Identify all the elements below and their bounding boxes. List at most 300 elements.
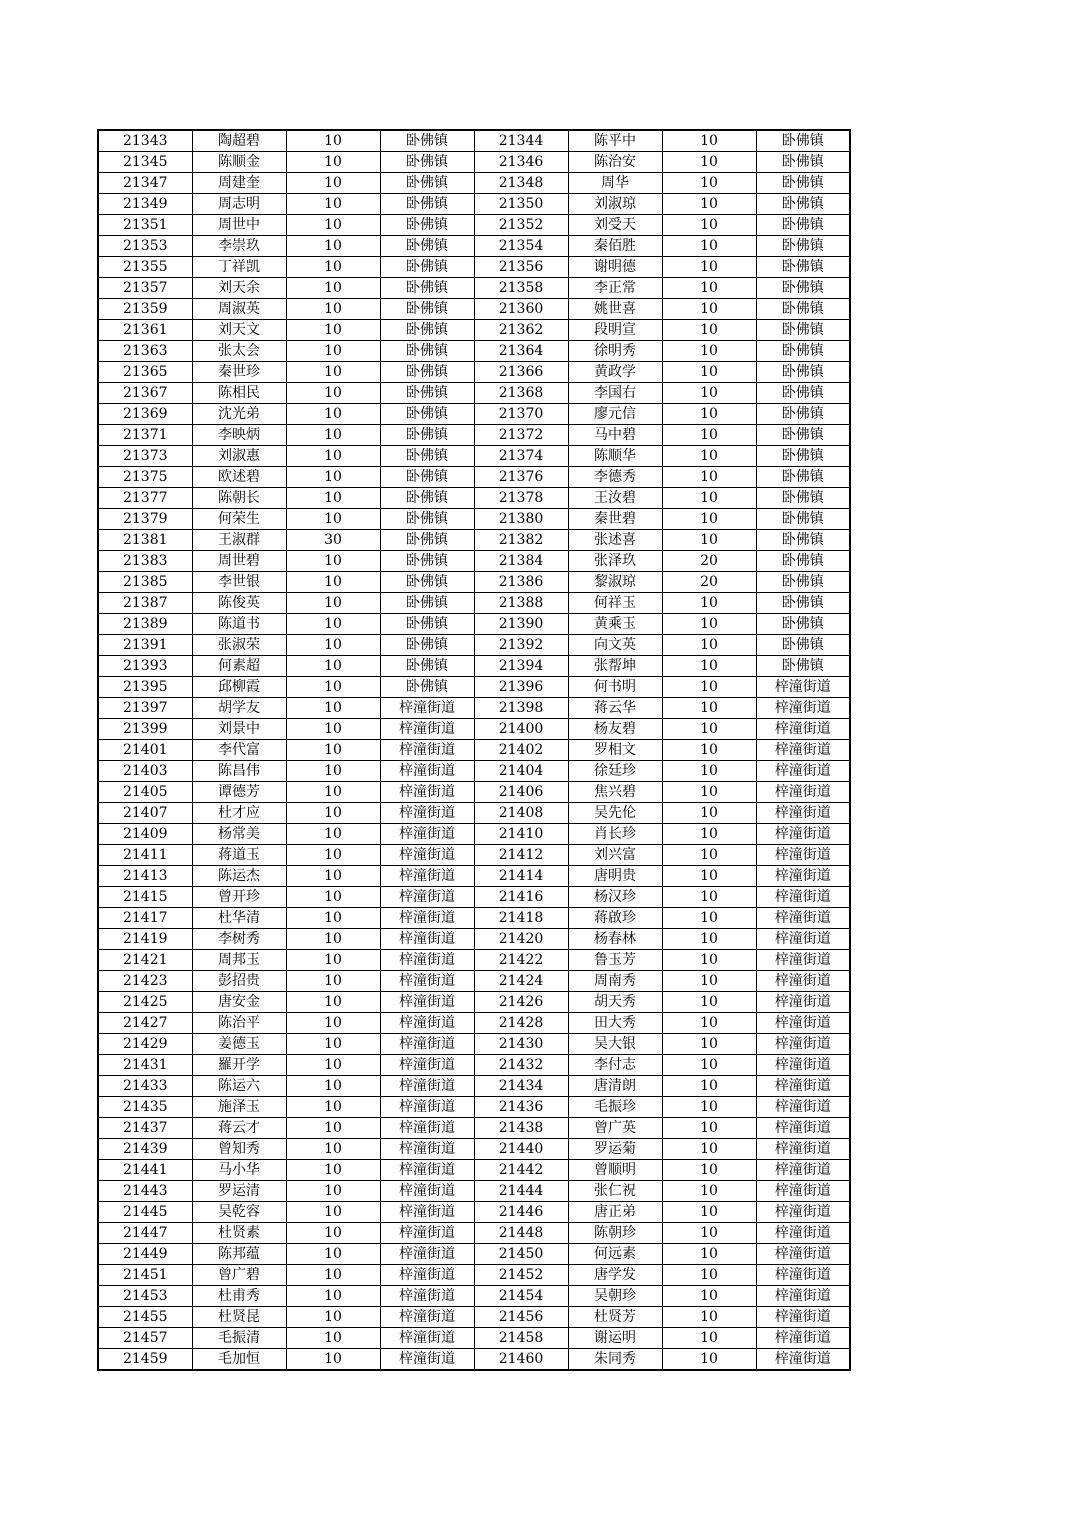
name-cell: 陈顺金 [192,152,286,173]
id-cell: 21457 [98,1328,192,1349]
name-cell: 张淑荣 [192,635,286,656]
name-cell: 沈光弟 [192,404,286,425]
name-cell: 杜甫秀 [192,1286,286,1307]
amount-cell: 10 [286,173,380,194]
amount-cell: 10 [662,362,756,383]
amount-cell: 10 [662,1223,756,1244]
amount-cell: 10 [662,278,756,299]
amount-cell: 10 [286,1034,380,1055]
township-cell: 卧佛镇 [380,236,474,257]
amount-cell: 10 [286,383,380,404]
id-cell: 21361 [98,320,192,341]
amount-cell: 10 [286,1055,380,1076]
township-cell: 卧佛镇 [380,593,474,614]
name-cell: 施泽玉 [192,1097,286,1118]
amount-cell: 10 [286,1349,380,1371]
name-cell: 秦世珍 [192,362,286,383]
name-cell: 陶超碧 [192,130,286,152]
township-cell: 梓潼街道 [380,950,474,971]
amount-cell: 10 [286,215,380,236]
id-cell: 21372 [474,425,568,446]
name-cell: 唐正弟 [568,1202,662,1223]
id-cell: 21431 [98,1055,192,1076]
amount-cell: 10 [662,194,756,215]
id-cell: 21438 [474,1118,568,1139]
township-cell: 梓潼街道 [380,845,474,866]
id-cell: 21415 [98,887,192,908]
amount-cell: 10 [662,761,756,782]
township-cell: 梓潼街道 [380,803,474,824]
amount-cell: 10 [662,908,756,929]
name-cell: 唐清朗 [568,1076,662,1097]
amount-cell: 10 [662,152,756,173]
id-cell: 21444 [474,1181,568,1202]
township-cell: 卧佛镇 [756,278,850,299]
amount-cell: 10 [662,971,756,992]
township-cell: 卧佛镇 [756,488,850,509]
amount-cell: 10 [662,614,756,635]
name-cell: 陈顺华 [568,446,662,467]
amount-cell: 10 [662,887,756,908]
township-cell: 卧佛镇 [756,446,850,467]
table-row [98,866,850,887]
township-cell: 卧佛镇 [756,362,850,383]
amount-cell: 10 [286,1265,380,1286]
name-cell: 周世中 [192,215,286,236]
name-cell: 李崇玖 [192,236,286,257]
id-cell: 21445 [98,1202,192,1223]
township-cell: 卧佛镇 [380,425,474,446]
township-cell: 梓潼街道 [756,887,850,908]
amount-cell: 10 [662,1328,756,1349]
township-cell: 梓潼街道 [756,992,850,1013]
id-cell: 21374 [474,446,568,467]
name-cell: 王淑群 [192,530,286,551]
amount-cell: 10 [662,383,756,404]
amount-cell: 10 [286,404,380,425]
name-cell: 李国右 [568,383,662,404]
id-cell: 21429 [98,1034,192,1055]
name-cell: 刘天余 [192,278,286,299]
name-cell: 张太会 [192,341,286,362]
amount-cell: 10 [662,1202,756,1223]
name-cell: 鲁玉芳 [568,950,662,971]
amount-cell: 10 [286,887,380,908]
amount-cell: 10 [662,425,756,446]
id-cell: 21460 [474,1349,568,1371]
township-cell: 卧佛镇 [756,299,850,320]
id-cell: 21354 [474,236,568,257]
name-cell: 曾顺明 [568,1160,662,1181]
township-cell: 梓潼街道 [756,1013,850,1034]
name-cell: 欧述碧 [192,467,286,488]
id-cell: 21434 [474,1076,568,1097]
township-cell: 梓潼街道 [756,1097,850,1118]
id-cell: 21364 [474,341,568,362]
township-cell: 梓潼街道 [756,1160,850,1181]
id-cell: 21447 [98,1223,192,1244]
name-cell: 陈平中 [568,130,662,152]
township-cell: 梓潼街道 [756,845,850,866]
table-row [98,845,850,866]
id-cell: 21412 [474,845,568,866]
table-row [98,719,850,740]
table-row [98,1034,850,1055]
name-cell: 朱同秀 [568,1349,662,1371]
id-cell: 21452 [474,1265,568,1286]
id-cell: 21352 [474,215,568,236]
name-cell: 秦世碧 [568,509,662,530]
name-cell: 何素超 [192,656,286,677]
id-cell: 21382 [474,530,568,551]
id-cell: 21386 [474,572,568,593]
name-cell: 唐安金 [192,992,286,1013]
id-cell: 21454 [474,1286,568,1307]
table-row [98,1349,850,1371]
id-cell: 21420 [474,929,568,950]
table-row [98,215,850,236]
amount-cell: 10 [286,509,380,530]
name-cell: 蒋云华 [568,698,662,719]
township-cell: 梓潼街道 [380,1118,474,1139]
id-cell: 21363 [98,341,192,362]
name-cell: 羅开学 [192,1055,286,1076]
id-cell: 21458 [474,1328,568,1349]
table-row [98,1286,850,1307]
amount-cell: 10 [286,257,380,278]
id-cell: 21355 [98,257,192,278]
table-row [98,278,850,299]
id-cell: 21371 [98,425,192,446]
township-cell: 梓潼街道 [756,950,850,971]
township-cell: 卧佛镇 [380,341,474,362]
amount-cell: 10 [286,719,380,740]
name-cell: 张仁祝 [568,1181,662,1202]
amount-cell: 10 [662,215,756,236]
township-cell: 卧佛镇 [380,467,474,488]
township-cell: 梓潼街道 [756,1349,850,1371]
name-cell: 曾广英 [568,1118,662,1139]
township-cell: 卧佛镇 [756,425,850,446]
amount-cell: 10 [286,1097,380,1118]
table-row [98,488,850,509]
township-cell: 卧佛镇 [380,194,474,215]
amount-cell: 10 [662,677,756,698]
township-cell: 梓潼街道 [380,1076,474,1097]
name-cell: 杨汉珍 [568,887,662,908]
amount-cell: 10 [286,425,380,446]
id-cell: 21358 [474,278,568,299]
township-cell: 卧佛镇 [380,656,474,677]
township-cell: 梓潼街道 [756,1202,850,1223]
name-cell: 蒋云才 [192,1118,286,1139]
table-row [98,341,850,362]
id-cell: 21405 [98,782,192,803]
amount-cell: 10 [286,656,380,677]
township-cell: 梓潼街道 [380,1202,474,1223]
amount-cell: 10 [662,845,756,866]
name-cell: 谢明德 [568,257,662,278]
table-row [98,803,850,824]
amount-cell: 10 [286,761,380,782]
table-row [98,446,850,467]
township-cell: 卧佛镇 [380,677,474,698]
table-row [98,677,850,698]
name-cell: 周南秀 [568,971,662,992]
id-cell: 21451 [98,1265,192,1286]
id-cell: 21394 [474,656,568,677]
amount-cell: 10 [662,488,756,509]
amount-cell: 10 [286,320,380,341]
id-cell: 21367 [98,383,192,404]
id-cell: 21417 [98,908,192,929]
table-row [98,299,850,320]
township-cell: 梓潼街道 [756,824,850,845]
table-row [98,1181,850,1202]
name-cell: 周华 [568,173,662,194]
id-cell: 21435 [98,1097,192,1118]
amount-cell: 10 [662,467,756,488]
township-cell: 卧佛镇 [756,152,850,173]
id-cell: 21422 [474,950,568,971]
name-cell: 杜才应 [192,803,286,824]
table-row [98,194,850,215]
amount-cell: 10 [286,635,380,656]
id-cell: 21423 [98,971,192,992]
id-cell: 21403 [98,761,192,782]
table-row [98,404,850,425]
id-cell: 21351 [98,215,192,236]
township-cell: 梓潼街道 [756,1286,850,1307]
id-cell: 21416 [474,887,568,908]
township-cell: 梓潼街道 [756,1328,850,1349]
name-cell: 吴先伦 [568,803,662,824]
name-cell: 何书明 [568,677,662,698]
id-cell: 21459 [98,1349,192,1371]
amount-cell: 10 [286,1013,380,1034]
table-row [98,152,850,173]
id-cell: 21440 [474,1139,568,1160]
name-cell: 杜华清 [192,908,286,929]
name-cell: 胡学友 [192,698,286,719]
township-cell: 卧佛镇 [380,383,474,404]
table-row [98,467,850,488]
table-row [98,1076,850,1097]
amount-cell: 10 [662,446,756,467]
name-cell: 段明宣 [568,320,662,341]
amount-cell: 10 [662,950,756,971]
name-cell: 肖长珍 [568,824,662,845]
id-cell: 21411 [98,845,192,866]
amount-cell: 10 [662,866,756,887]
id-cell: 21388 [474,593,568,614]
name-cell: 谢运明 [568,1328,662,1349]
name-cell: 杨春林 [568,929,662,950]
table-row [98,1202,850,1223]
township-cell: 卧佛镇 [756,572,850,593]
township-cell: 卧佛镇 [380,614,474,635]
table-row [98,530,850,551]
name-cell: 罗运菊 [568,1139,662,1160]
amount-cell: 10 [286,908,380,929]
name-cell: 毛振清 [192,1328,286,1349]
name-cell: 黄政学 [568,362,662,383]
amount-cell: 10 [286,341,380,362]
id-cell: 21379 [98,509,192,530]
id-cell: 21359 [98,299,192,320]
township-cell: 梓潼街道 [756,740,850,761]
name-cell: 杨友碧 [568,719,662,740]
township-cell: 卧佛镇 [380,130,474,152]
table-row [98,1097,850,1118]
name-cell: 向文英 [568,635,662,656]
township-cell: 卧佛镇 [756,404,850,425]
id-cell: 21402 [474,740,568,761]
id-cell: 21442 [474,1160,568,1181]
name-cell: 蒋啟珍 [568,908,662,929]
id-cell: 21381 [98,530,192,551]
amount-cell: 10 [286,845,380,866]
township-cell: 卧佛镇 [380,446,474,467]
table-row [98,320,850,341]
table-row [98,257,850,278]
id-cell: 21377 [98,488,192,509]
name-cell: 李正常 [568,278,662,299]
id-cell: 21437 [98,1118,192,1139]
township-cell: 卧佛镇 [756,341,850,362]
amount-cell: 10 [286,551,380,572]
amount-cell: 10 [286,446,380,467]
table-row [98,908,850,929]
amount-cell: 10 [662,593,756,614]
amount-cell: 10 [662,1265,756,1286]
township-cell: 梓潼街道 [756,1307,850,1328]
amount-cell: 10 [286,782,380,803]
id-cell: 21428 [474,1013,568,1034]
amount-cell: 10 [662,698,756,719]
table-row [98,698,850,719]
name-cell: 彭招贵 [192,971,286,992]
amount-cell: 10 [662,530,756,551]
amount-cell: 10 [662,719,756,740]
township-cell: 卧佛镇 [380,572,474,593]
township-cell: 梓潼街道 [756,1076,850,1097]
name-cell: 罗相文 [568,740,662,761]
name-cell: 焦兴碧 [568,782,662,803]
id-cell: 21389 [98,614,192,635]
amount-cell: 10 [286,866,380,887]
id-cell: 21410 [474,824,568,845]
roster-body [98,130,850,1370]
table-row [98,929,850,950]
id-cell: 21344 [474,130,568,152]
township-cell: 卧佛镇 [380,215,474,236]
township-cell: 卧佛镇 [756,551,850,572]
township-cell: 梓潼街道 [380,1244,474,1265]
name-cell: 毛振珍 [568,1097,662,1118]
township-cell: 卧佛镇 [380,530,474,551]
township-cell: 梓潼街道 [380,782,474,803]
township-cell: 梓潼街道 [380,698,474,719]
table-row [98,656,850,677]
township-cell: 梓潼街道 [756,698,850,719]
name-cell: 李付志 [568,1055,662,1076]
table-row [98,593,850,614]
township-cell: 卧佛镇 [756,130,850,152]
name-cell: 何荣生 [192,509,286,530]
name-cell: 曾广碧 [192,1265,286,1286]
township-cell: 梓潼街道 [380,1265,474,1286]
amount-cell: 10 [662,173,756,194]
amount-cell: 10 [286,1118,380,1139]
township-cell: 梓潼街道 [756,929,850,950]
amount-cell: 10 [662,929,756,950]
township-cell: 卧佛镇 [380,362,474,383]
table-row [98,950,850,971]
id-cell: 21404 [474,761,568,782]
id-cell: 21441 [98,1160,192,1181]
township-cell: 梓潼街道 [756,1034,850,1055]
table-row [98,173,850,194]
name-cell: 姚世喜 [568,299,662,320]
id-cell: 21375 [98,467,192,488]
name-cell: 周志明 [192,194,286,215]
amount-cell: 10 [662,1034,756,1055]
township-cell: 梓潼街道 [756,1139,850,1160]
name-cell: 曾知秀 [192,1139,286,1160]
amount-cell: 10 [662,509,756,530]
table-row [98,824,850,845]
id-cell: 21385 [98,572,192,593]
township-cell: 梓潼街道 [380,824,474,845]
name-cell: 吴大银 [568,1034,662,1055]
township-cell: 梓潼街道 [380,929,474,950]
table-row [98,635,850,656]
name-cell: 李世银 [192,572,286,593]
id-cell: 21345 [98,152,192,173]
township-cell: 卧佛镇 [380,509,474,530]
name-cell: 黎淑琼 [568,572,662,593]
name-cell: 陈相民 [192,383,286,404]
amount-cell: 10 [286,740,380,761]
id-cell: 21453 [98,1286,192,1307]
amount-cell: 10 [662,1076,756,1097]
id-cell: 21378 [474,488,568,509]
township-cell: 卧佛镇 [380,152,474,173]
name-cell: 刘淑惠 [192,446,286,467]
table-row [98,1118,850,1139]
table-row [98,887,850,908]
id-cell: 21450 [474,1244,568,1265]
amount-cell: 10 [662,299,756,320]
township-cell: 梓潼街道 [380,1349,474,1371]
amount-cell: 20 [662,572,756,593]
id-cell: 21414 [474,866,568,887]
id-cell: 21430 [474,1034,568,1055]
amount-cell: 10 [662,1139,756,1160]
id-cell: 21387 [98,593,192,614]
amount-cell: 10 [286,278,380,299]
amount-cell: 10 [286,1076,380,1097]
name-cell: 李德秀 [568,467,662,488]
id-cell: 21421 [98,950,192,971]
name-cell: 徐廷珍 [568,761,662,782]
township-cell: 梓潼街道 [756,782,850,803]
name-cell: 罗运清 [192,1181,286,1202]
township-cell: 卧佛镇 [380,488,474,509]
id-cell: 21407 [98,803,192,824]
name-cell: 毛加恒 [192,1349,286,1371]
